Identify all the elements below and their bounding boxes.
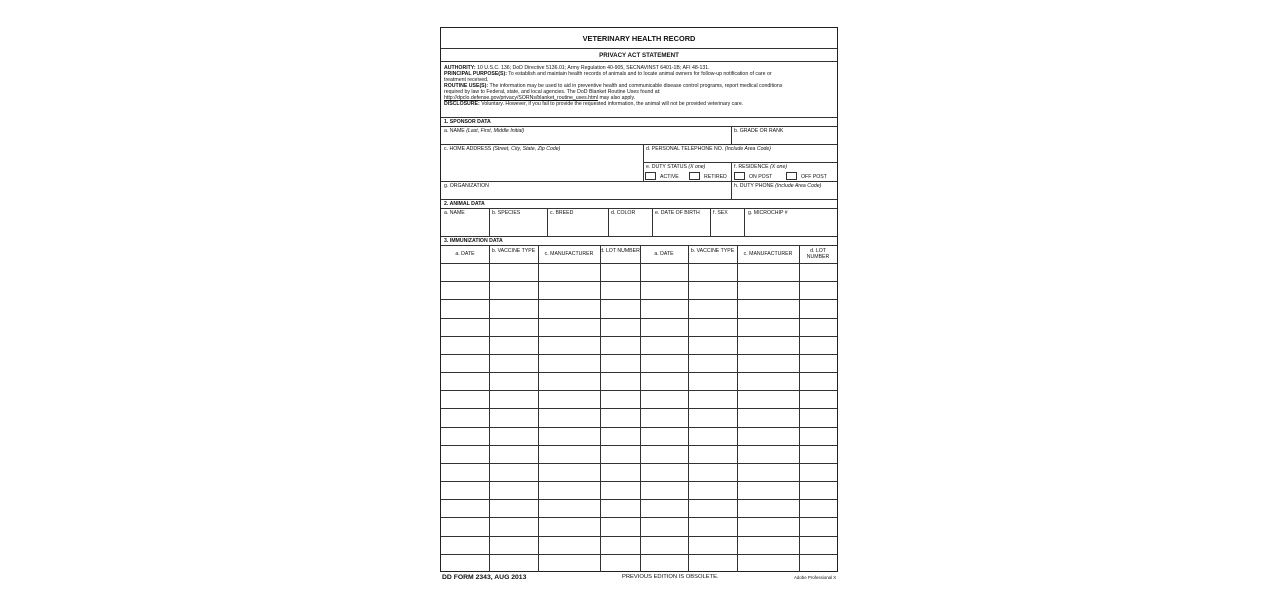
off-post-label: OFF POST (801, 174, 827, 180)
on-post-checkbox[interactable] (734, 172, 745, 180)
divider (547, 208, 548, 236)
divider (744, 208, 745, 236)
duty-phone-field[interactable] (734, 183, 821, 189)
immunization-heading: 3. IMMUNIZATION DATA (444, 238, 503, 244)
divider (441, 245, 837, 246)
col-header-vaccine-type: b. VACCINE TYPE (491, 248, 536, 254)
table-row[interactable] (441, 281, 837, 299)
col-header-lot-number: d. LOT NUMBER (600, 248, 640, 254)
breed-field[interactable]: c. BREED (550, 210, 574, 216)
divider (441, 208, 837, 209)
sponsor-name-field[interactable] (444, 128, 524, 134)
divider (652, 208, 653, 236)
divider (441, 61, 837, 62)
table-row[interactable] (441, 354, 837, 372)
privacy-heading: PRIVACY ACT STATEMENT (599, 52, 679, 59)
divider (441, 144, 837, 145)
routine-text-cont: required by law to Federal, state, and local agencies. The DoD Blanket Routine Uses found at: (444, 89, 661, 95)
divider (441, 199, 837, 200)
personal-phone-field[interactable] (646, 146, 771, 152)
home-address-label: c. HOME ADDRESS (444, 146, 492, 152)
retired-checkbox[interactable] (689, 172, 700, 180)
purpose-text-cont: treatment received. (444, 77, 489, 83)
divider (441, 117, 837, 118)
routine-link[interactable]: http://dpclo.defense.gov/privacy/SORNs/blanket_routine_uses.html (444, 95, 598, 101)
sponsor-name-label: a. NAME (444, 128, 465, 134)
divider (731, 126, 732, 144)
animal-name-field[interactable]: a. NAME (444, 210, 465, 216)
table-row[interactable] (441, 263, 837, 281)
software-note: Adobe Professional X (794, 575, 837, 580)
obsolete-notice: PREVIOUS EDITION IS OBSOLETE. (622, 574, 719, 580)
home-address-hint: (Street, City, State, Zip Code) (492, 146, 561, 152)
color-field[interactable]: d. COLOR (611, 210, 636, 216)
divider (643, 162, 837, 163)
divider (441, 181, 837, 182)
active-checkbox[interactable] (645, 172, 656, 180)
divider (441, 126, 837, 127)
active-label: ACTIVE (660, 174, 679, 180)
disclosure-label: DISCLOSURE: (444, 101, 480, 107)
retired-label: RETIRED (704, 174, 727, 180)
on-post-label: ON POST (749, 174, 773, 180)
col-header-lot-number: d. LOT NUMBER (806, 248, 830, 260)
divider (608, 208, 609, 236)
col-header-date: a. DATE (455, 251, 475, 257)
organization-field[interactable]: g. ORGANIZATION (444, 183, 489, 189)
col-header-vaccine-type: b. VACCINE TYPE (690, 248, 735, 254)
col-header-manufacturer: c. MANUFACTURER (544, 251, 594, 257)
grade-field[interactable]: b. GRADE OR RANK (734, 128, 784, 134)
microchip-field[interactable]: g. MICROCHIP # (748, 210, 788, 216)
routine-text: The information may be used to aid in preventive health and communicable disease control programs, report medical conditions (489, 83, 783, 89)
dob-field[interactable]: e. DATE OF BIRTH (655, 210, 700, 216)
col-header-manufacturer: c. MANUFACTURER (743, 251, 793, 257)
form-page (440, 27, 838, 572)
sex-field[interactable]: f. SEX (713, 210, 728, 216)
divider (710, 208, 711, 236)
table-row[interactable] (441, 499, 837, 517)
routine-text-end: may also apply. (599, 95, 636, 101)
table-row[interactable] (441, 318, 837, 336)
disclosure-line (444, 101, 743, 107)
table-row[interactable] (441, 299, 837, 317)
personal-phone-hint: (Include Area Code) (724, 146, 771, 152)
personal-phone-label: d. PERSONAL TELEPHONE NO. (646, 146, 724, 152)
table-row[interactable] (441, 481, 837, 499)
table-row[interactable] (441, 536, 837, 554)
divider (441, 236, 837, 237)
duty-phone-label: h. DUTY PHONE (734, 183, 774, 189)
animal-heading: 2. ANIMAL DATA (444, 201, 485, 207)
table-row[interactable] (441, 372, 837, 390)
authority-text: 10 U.S.C. 136; DoD Directive 5136.01; Army Regulation 40-905, SECNAVINST 6401-1B; AFI 48-131. (477, 65, 710, 71)
purpose-text: To establish and maintain health records of animals and to locate animal owners for follow-up notification of care or (508, 71, 772, 77)
table-row[interactable] (441, 517, 837, 535)
duty-status-label: e. DUTY STATUS (X one) (646, 164, 706, 170)
table-row[interactable] (441, 463, 837, 481)
purpose-label: PRINCIPAL PURPOSE(S): (444, 71, 507, 77)
sponsor-heading: 1. SPONSOR DATA (444, 119, 491, 125)
species-field[interactable]: b. SPECIES (492, 210, 521, 216)
form-id: DD FORM 2343, AUG 2013 (442, 574, 527, 581)
home-address-field[interactable] (444, 146, 560, 152)
divider (489, 208, 490, 236)
disclosure-text: Voluntary. However, if you fail to provide the requested information, the animal will not be provided veterinary care. (481, 101, 744, 107)
divider (441, 48, 837, 49)
purpose-line (444, 71, 772, 77)
authority-label: AUTHORITY: (444, 65, 476, 71)
duty-phone-hint: (Include Area Code) (775, 183, 822, 189)
off-post-checkbox[interactable] (786, 172, 797, 180)
table-row[interactable] (441, 445, 837, 463)
table-row[interactable] (441, 427, 837, 445)
col-header-date: a. DATE (654, 251, 674, 257)
table-row[interactable] (441, 390, 837, 408)
form-title: VETERINARY HEALTH RECORD (582, 34, 696, 43)
sponsor-name-hint: (Last, First, Middle Initial) (466, 128, 525, 134)
table-row[interactable] (441, 336, 837, 354)
table-row[interactable] (441, 554, 837, 572)
table-row[interactable] (441, 408, 837, 426)
residence-label: f. RESIDENCE (X one) (734, 164, 788, 170)
routine-label: ROUTINE USE(S): (444, 83, 489, 89)
